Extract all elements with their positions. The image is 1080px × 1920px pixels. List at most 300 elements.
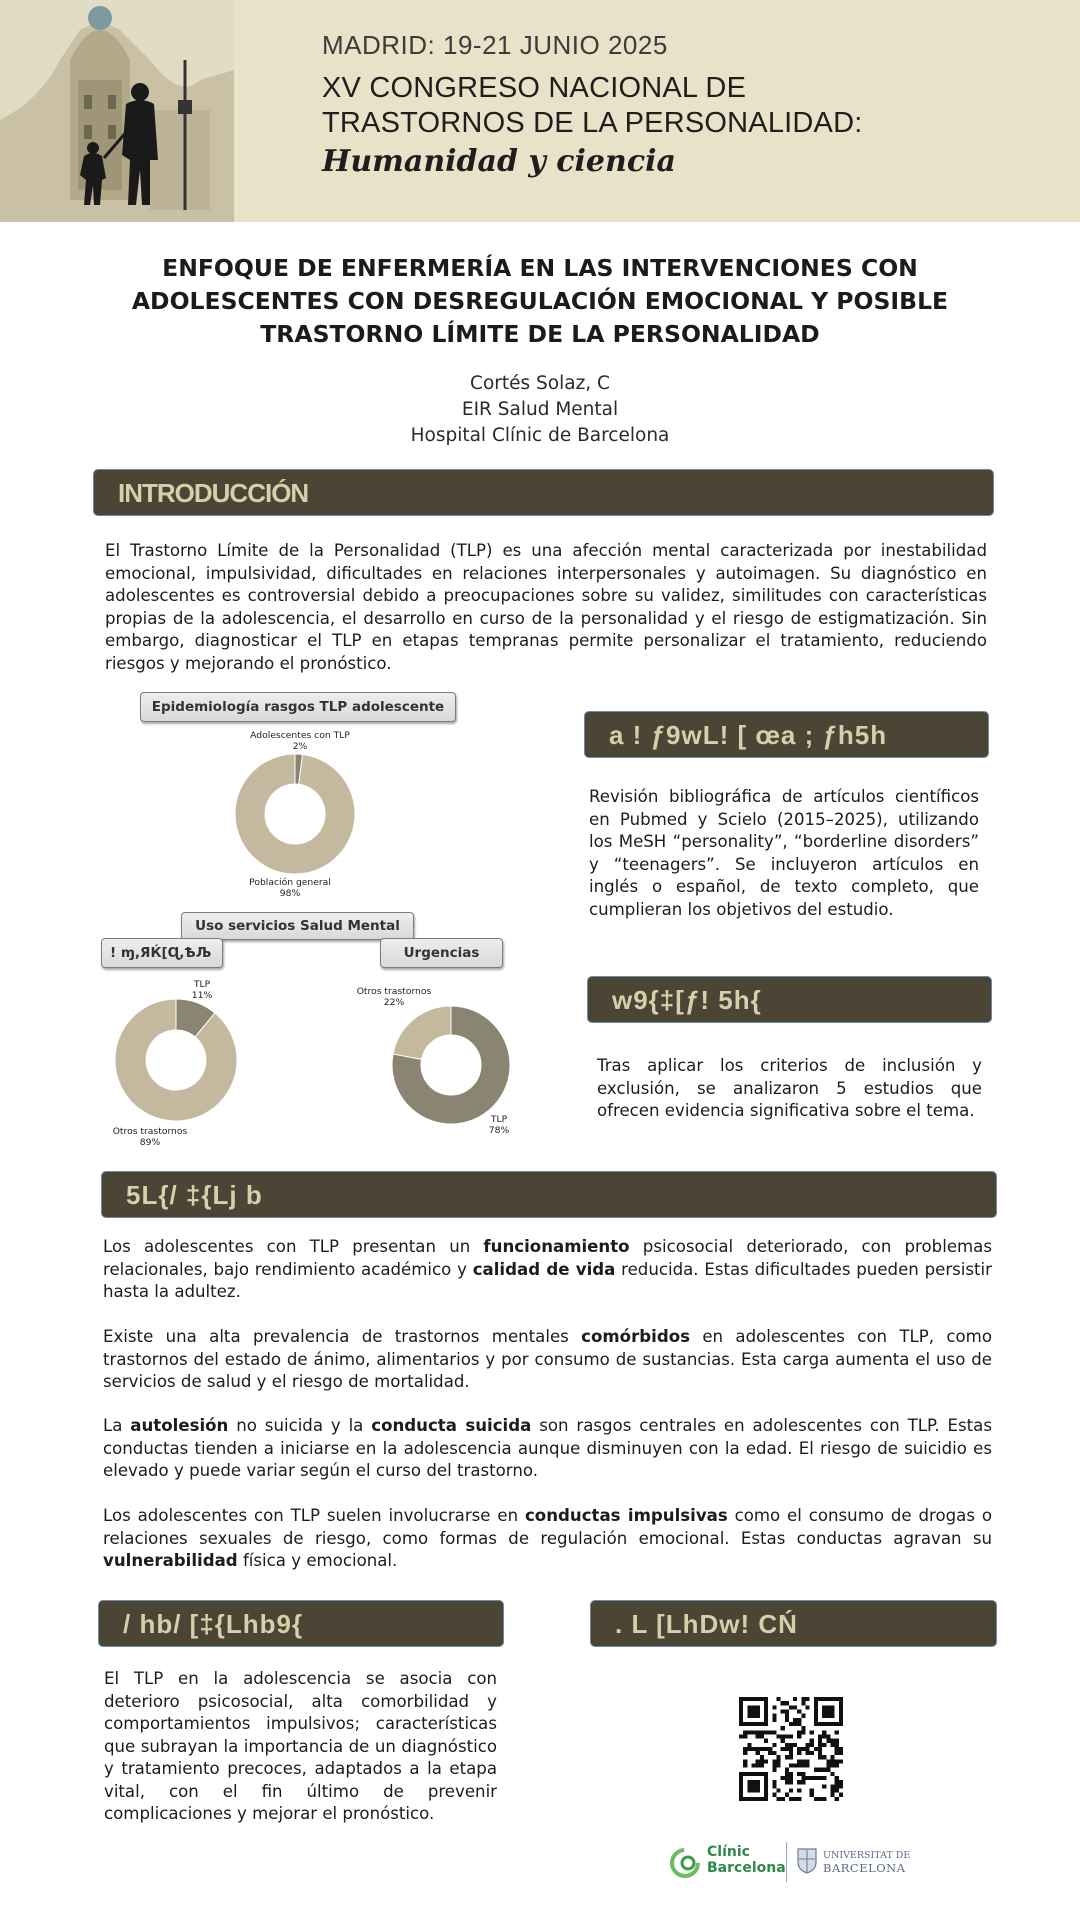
qr-module (743, 1759, 747, 1763)
qr-module (743, 1764, 747, 1768)
qr-module (756, 1730, 760, 1734)
qr-module (751, 1730, 755, 1734)
qr-module (776, 1764, 780, 1768)
qr-module (751, 1764, 755, 1768)
qr-module (776, 1755, 780, 1759)
qr-module (772, 1714, 776, 1718)
pie-urg-label-other-name: Otros trastornos (356, 986, 432, 997)
section-heading-discussion: 5L{/ ‡{Lj b (126, 1180, 263, 1210)
section-bar-conclusions (98, 1600, 504, 1647)
pie-urg-label-tlp (478, 1114, 520, 1136)
qr-module (835, 1730, 839, 1734)
qr-module (756, 1764, 760, 1768)
qr-module (747, 1747, 751, 1751)
section-heading-bibliography: . L [LhDw! CŃ (615, 1609, 798, 1639)
qr-module (789, 1751, 793, 1755)
qr-module (756, 1714, 760, 1718)
pie-slice-otros-trastornos (393, 1006, 451, 1059)
discussion-paragraph-4 (103, 1505, 992, 1573)
introduction-text: El Trastorno Límite de la Personalidad (TLP) es una afección mental caracterizada por inestabilidad emocional, impulsividad, dificultades en relaciones interpersonales y autoimagen. Su diagnóstico en adolescentes es controversial debido a preocupaciones sobre su validez, similitudes con características propias de la adolescencia, el desarrollo en curso de la personalidad y el riesgo de estigmatización. Sin embargo, diagnosticar el TLP en etapas tempranas permite personalizar el tratamiento, reduciendo riesgos y mejorando el pronóstico. (105, 541, 987, 673)
qr-module (835, 1780, 839, 1784)
qr-module (831, 1709, 835, 1713)
qr-module (818, 1739, 822, 1743)
qr-module (772, 1751, 776, 1755)
qr-module (764, 1780, 768, 1784)
qr-module (826, 1764, 830, 1768)
qr-module (826, 1768, 830, 1772)
qr-module (781, 1739, 785, 1743)
emphasis-run: calidad de vida (472, 1259, 616, 1279)
qr-module (818, 1776, 822, 1780)
qr-module (822, 1784, 826, 1788)
qr-module (835, 1764, 839, 1768)
emphasis-run: conductas impulsivas (524, 1506, 728, 1525)
discussion-paragraph-1 (103, 1236, 992, 1304)
pie-ambulatory (115, 999, 237, 1121)
qr-module (839, 1714, 843, 1718)
qr-module (797, 1722, 801, 1726)
ub-shield-icon (797, 1848, 817, 1874)
qr-module (801, 1780, 805, 1784)
logo-divider (786, 1842, 787, 1882)
qr-module (826, 1705, 830, 1709)
ub-logo-line1: UNIVERSITAT DE (823, 1850, 911, 1861)
qr-module (822, 1730, 826, 1734)
qr-module (793, 1743, 797, 1747)
qr-module (756, 1734, 760, 1738)
qr-module (743, 1734, 747, 1738)
qr-module (756, 1772, 760, 1776)
qr-module (743, 1772, 747, 1776)
pie-amb-label-tlp-value: 11% (191, 990, 213, 1001)
qr-module (814, 1709, 818, 1713)
qr-module (839, 1793, 843, 1797)
qr-module (785, 1772, 789, 1776)
qr-module (785, 1793, 789, 1797)
qr-module (793, 1722, 797, 1726)
qr-module (785, 1701, 789, 1705)
qr-module (789, 1747, 793, 1751)
qr-module (739, 1714, 743, 1718)
qr-module (818, 1743, 822, 1747)
qr-module (818, 1722, 822, 1726)
pie-slice-poblaci-n-general (235, 754, 355, 874)
qr-module (801, 1726, 805, 1730)
qr-module (814, 1776, 818, 1780)
emphasis-run: funcionamiento (483, 1237, 630, 1256)
author-institution: Hospital Clínic de Barcelona (410, 425, 670, 446)
author-name: Cortés Solaz, C (470, 373, 610, 394)
qr-module (764, 1793, 768, 1797)
qr-module (831, 1755, 835, 1759)
emphasis-run: vulnerabilidad (103, 1551, 238, 1570)
qr-module (822, 1776, 826, 1780)
qr-module (789, 1776, 793, 1780)
qr-module (760, 1722, 764, 1726)
qr-module (751, 1697, 755, 1701)
qr-module (797, 1764, 801, 1768)
qr-module (831, 1714, 835, 1718)
chart-title-epidemiology: Epidemiología rasgos TLP adolescente (140, 692, 456, 722)
qr-module (835, 1747, 839, 1751)
qr-module (826, 1714, 830, 1718)
pie-emergencies (392, 1006, 510, 1124)
qr-module (814, 1697, 818, 1701)
qr-module (835, 1739, 839, 1743)
qr-module (789, 1789, 793, 1793)
qr-module (747, 1709, 751, 1713)
qr-module (747, 1797, 751, 1801)
pie-urg-label-other (344, 986, 444, 1008)
qr-module (739, 1705, 743, 1709)
qr-module (797, 1772, 801, 1776)
qr-module (739, 1772, 743, 1776)
qr-module (826, 1734, 830, 1738)
qr-module (797, 1751, 801, 1755)
qr-module (764, 1739, 768, 1743)
qr-module (764, 1772, 768, 1776)
qr-module (772, 1768, 776, 1772)
qr-module (814, 1747, 818, 1751)
qr-module (751, 1714, 755, 1718)
qr-module (751, 1709, 755, 1713)
text-run: reducida. Estas dificultades pueden persistir hasta la adultez. (103, 1259, 992, 1301)
qr-module (793, 1705, 797, 1709)
qr-module (764, 1730, 768, 1734)
qr-module (822, 1697, 826, 1701)
qr-module (822, 1755, 826, 1759)
qr-module (751, 1784, 755, 1788)
qr-module (764, 1697, 768, 1701)
qr-module (814, 1705, 818, 1709)
qr-module (751, 1722, 755, 1726)
qr-module (806, 1705, 810, 1709)
qr-module (826, 1709, 830, 1713)
conference-title-line2: TRASTORNOS DE LA PERSONALIDAD: (322, 107, 863, 139)
qr-module (801, 1747, 805, 1751)
qr-module (785, 1743, 789, 1747)
conclusions-text: El TLP en la adolescencia se asocia con deterioro psicosocial, alta comorbilidad y comportamientos impulsivos; características que subrayan la importancia de un diagnóstico y tratamiento precoces, adaptados a la etapa vital, con el fin último de prevenir complicaciones y mejorar el pronóstico. (104, 1669, 497, 1823)
qr-module (810, 1743, 814, 1747)
qr-module (831, 1722, 835, 1726)
qr-module (747, 1743, 751, 1747)
qr-module (818, 1747, 822, 1751)
qr-module (801, 1730, 805, 1734)
qr-module (831, 1789, 835, 1793)
clinic-logo-icon (669, 1846, 703, 1880)
qr-module (835, 1776, 839, 1780)
qr-module (756, 1797, 760, 1801)
qr-module (835, 1759, 839, 1763)
qr-module (822, 1709, 826, 1713)
qr-module (760, 1734, 764, 1738)
section-bar-methodology (584, 711, 989, 758)
qr-module (797, 1709, 801, 1713)
pie-epi-label-tlp-name: Adolescentes con TLP (250, 730, 350, 741)
pie-slice-otros-trastornos (115, 999, 237, 1121)
qr-module (801, 1764, 805, 1768)
qr-module (822, 1743, 826, 1747)
pie-epi-label-tlp (230, 730, 370, 752)
qr-module (756, 1751, 760, 1755)
qr-module (818, 1697, 822, 1701)
qr-module (739, 1784, 743, 1788)
qr-module (764, 1714, 768, 1718)
qr-module (789, 1772, 793, 1776)
qr-module (818, 1734, 822, 1738)
qr-module (747, 1780, 751, 1784)
pie-amb-label-other-name: Otros trastornos (112, 1126, 188, 1137)
text-run: Los adolescentes con TLP presentan un (103, 1237, 484, 1256)
qr-module (739, 1734, 743, 1738)
qr-module (806, 1764, 810, 1768)
qr-module (751, 1772, 755, 1776)
qr-module (814, 1768, 818, 1772)
text-run: Existe una alta prevalencia de trastornos mentales (103, 1327, 582, 1346)
qr-module (835, 1797, 839, 1801)
qr-module (756, 1709, 760, 1713)
qr-module (810, 1793, 814, 1797)
text-run: La (103, 1416, 131, 1435)
qr-module (760, 1697, 764, 1701)
ub-logo-text (823, 1849, 910, 1875)
qr-module (760, 1797, 764, 1801)
logo-clinic-barcelona (669, 1842, 786, 1882)
qr-module (785, 1734, 789, 1738)
qr-module (797, 1730, 801, 1734)
qr-module (839, 1784, 843, 1788)
poster-title-line2: ADOLESCENTES CON DESREGULACIÓN EMOCIONAL Y POSIBLE (131, 287, 949, 315)
pie-urg-label-tlp-name: TLP (490, 1114, 508, 1125)
qr-module (756, 1780, 760, 1784)
qr-module (801, 1776, 805, 1780)
qr-module (831, 1739, 835, 1743)
qr-module (743, 1797, 747, 1801)
qr-module (785, 1709, 789, 1713)
qr-code-icon[interactable] (739, 1697, 843, 1801)
qr-module (835, 1789, 839, 1793)
qr-module (776, 1789, 780, 1793)
qr-module (743, 1722, 747, 1726)
qr-module (797, 1780, 801, 1784)
qr-module (801, 1701, 805, 1705)
qr-module (772, 1743, 776, 1747)
text-run: no suicida y la (228, 1416, 372, 1435)
qr-module (756, 1789, 760, 1793)
qr-module (806, 1743, 810, 1747)
qr-module (751, 1747, 755, 1751)
section-bar-results (587, 976, 992, 1023)
qr-module (835, 1751, 839, 1755)
qr-module (772, 1793, 776, 1797)
qr-module (831, 1705, 835, 1709)
qr-module (801, 1697, 805, 1701)
qr-module (831, 1764, 835, 1768)
qr-module (797, 1797, 801, 1801)
qr-module (806, 1759, 810, 1763)
qr-module (826, 1697, 830, 1701)
qr-module (739, 1718, 743, 1722)
conference-subtitle: Humanidad y ciencia (322, 144, 676, 179)
qr-module (747, 1722, 751, 1726)
qr-module (739, 1722, 743, 1726)
qr-module (756, 1759, 760, 1763)
poster-title-line3: TRASTORNO LÍMITE DE LA PERSONALIDAD (260, 320, 820, 348)
qr-module (764, 1776, 768, 1780)
qr-module (764, 1701, 768, 1705)
qr-module (826, 1722, 830, 1726)
qr-module (801, 1714, 805, 1718)
methodology-text: Revisión bibliográfica de artículos científicos en Pubmed y Scielo (2015–2025), utilizando los MeSH “personality”, “borderline disorders” y “teenagers”. Se incluyeron artículos en inglés o español, de texto completo, que cumplieran los objetivos del estudio. (589, 787, 979, 919)
qr-module (831, 1793, 835, 1797)
qr-module (839, 1780, 843, 1784)
qr-module (831, 1697, 835, 1701)
qr-module (835, 1697, 839, 1701)
qr-module (764, 1709, 768, 1713)
qr-module (814, 1718, 818, 1722)
qr-module (776, 1759, 780, 1763)
qr-module (797, 1789, 801, 1793)
qr-module (826, 1739, 830, 1743)
text-run: física y emocional. (237, 1551, 398, 1570)
qr-module (743, 1751, 747, 1755)
qr-module (776, 1734, 780, 1738)
qr-module (822, 1768, 826, 1772)
qr-module (747, 1730, 751, 1734)
emphasis-run: autolesión (130, 1416, 229, 1435)
qr-module (793, 1797, 797, 1801)
qr-module (789, 1797, 793, 1801)
chart-title-emergencies: Urgencias (380, 938, 503, 968)
qr-module (835, 1743, 839, 1747)
qr-module (789, 1764, 793, 1768)
qr-module (810, 1739, 814, 1743)
qr-module (818, 1797, 822, 1801)
qr-module (806, 1697, 810, 1701)
qr-module (814, 1722, 818, 1726)
qr-module (739, 1776, 743, 1780)
qr-module (835, 1784, 839, 1788)
qr-module (772, 1730, 776, 1734)
pie-amb-label-tlp (172, 979, 232, 1001)
qr-module (822, 1714, 826, 1718)
qr-module (797, 1759, 801, 1763)
text-run: psicosocial deteriorado, con problemas relacionales, bajo rendimiento académico y (103, 1237, 993, 1279)
qr-module (760, 1764, 764, 1768)
section-bar-discussion (101, 1171, 997, 1218)
qr-module (764, 1705, 768, 1709)
qr-module (756, 1705, 760, 1709)
qr-module (781, 1734, 785, 1738)
ub-logo-line2: BARCELONA (823, 1861, 906, 1875)
qr-module (839, 1751, 843, 1755)
qr-module (789, 1755, 793, 1759)
qr-module (781, 1747, 785, 1751)
qr-module (839, 1718, 843, 1722)
qr-module (739, 1780, 743, 1784)
qr-module (818, 1755, 822, 1759)
qr-module (831, 1772, 835, 1776)
qr-module (839, 1722, 843, 1726)
qr-module (756, 1784, 760, 1788)
qr-module (747, 1789, 751, 1793)
discussion-paragraph-2 (103, 1326, 992, 1394)
qr-module (747, 1772, 751, 1776)
qr-module (835, 1722, 839, 1726)
poster-title-line1: ENFOQUE DE ENFERMERÍA EN LAS INTERVENCIONES CON (162, 254, 918, 282)
qr-module (810, 1789, 814, 1793)
qr-module (839, 1747, 843, 1751)
qr-module (839, 1705, 843, 1709)
chart-group-title-mental-health-services: Uso servicios Salud Mental (181, 912, 414, 940)
qr-module (822, 1722, 826, 1726)
text-run: en adolescentes con TLP, como trastornos del estado de ánimo, alimentarios y por consumo de sustancias. Esta carga aumenta el uso de servicios de salud y el riesgo de mortalidad. (103, 1327, 992, 1391)
qr-module (822, 1734, 826, 1738)
qr-module (747, 1714, 751, 1718)
logo-universitat-barcelona (797, 1844, 911, 1880)
qr-module (743, 1730, 747, 1734)
qr-module (789, 1734, 793, 1738)
qr-module (743, 1747, 747, 1751)
qr-module (764, 1718, 768, 1722)
qr-module (739, 1697, 743, 1701)
pie-amb-label-tlp-name: TLP (193, 979, 211, 990)
section-heading-conclusions: / hb/ [‡{Lhb9{ (123, 1609, 304, 1639)
qr-module (751, 1789, 755, 1793)
qr-module (760, 1772, 764, 1776)
qr-module (739, 1701, 743, 1705)
qr-module (806, 1751, 810, 1755)
section-heading-introduction: INTRODUCCIÓN (118, 478, 309, 508)
qr-module (747, 1705, 751, 1709)
qr-module (789, 1722, 793, 1726)
qr-module (739, 1797, 743, 1801)
qr-module (776, 1797, 780, 1801)
emphasis-run: comórbidos (581, 1327, 690, 1346)
qr-module (743, 1697, 747, 1701)
qr-module (760, 1730, 764, 1734)
section-heading-methodology: a ! ƒ9wL! [ œa ; ƒh5h (609, 720, 888, 750)
qr-module (831, 1784, 835, 1788)
qr-module (776, 1697, 780, 1701)
qr-module (756, 1747, 760, 1751)
qr-module (826, 1759, 830, 1763)
qr-module (831, 1759, 835, 1763)
pie-epidemiology (235, 754, 355, 874)
qr-module (751, 1705, 755, 1709)
author-role: EIR Salud Mental (461, 399, 619, 420)
results-text: Tras aplicar los criterios de inclusión y exclusión, se analizaron 5 estudios que ofrecen evidencia significativa sobre el tema. (597, 1056, 982, 1120)
qr-module (785, 1718, 789, 1722)
qr-module (739, 1709, 743, 1713)
pie-epi-label-general (220, 877, 360, 899)
qr-module (747, 1784, 751, 1788)
qr-module (818, 1768, 822, 1772)
qr-module (797, 1734, 801, 1738)
text-run: Los adolescentes con TLP suelen involucrarse en (103, 1506, 525, 1525)
clinic-logo-line2: Barcelona (707, 1860, 786, 1876)
qr-module (764, 1747, 768, 1751)
pie-epi-label-tlp-value: 2% (292, 741, 308, 752)
qr-module (789, 1705, 793, 1709)
qr-module (785, 1768, 789, 1772)
qr-module (839, 1759, 843, 1763)
emphasis-run: conducta suicida (371, 1416, 532, 1435)
qr-module (764, 1784, 768, 1788)
qr-module (764, 1722, 768, 1726)
qr-module (739, 1793, 743, 1797)
qr-module (814, 1701, 818, 1705)
